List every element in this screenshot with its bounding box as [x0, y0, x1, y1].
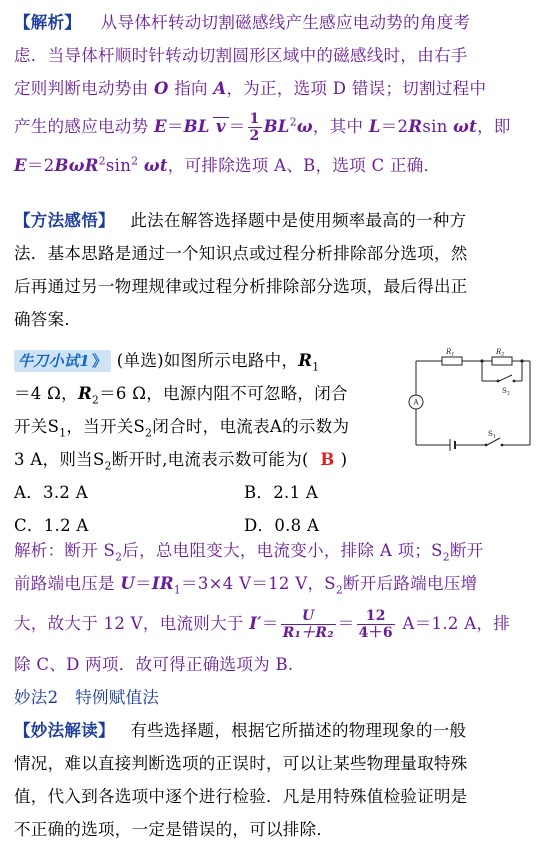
special-value-method [14, 681, 538, 846]
method2-tag: 【妙法解读】 [14, 721, 115, 740]
method2-line-3: 值，代入到各选项中逐个进行检验．凡是用特殊值检验证明是 [14, 787, 468, 806]
svg-text:R2: $R_2$ [496, 348, 505, 358]
options [14, 476, 538, 542]
svg-text:S1: $S_1$ [488, 430, 496, 440]
resistor-r2 [492, 357, 512, 365]
problem-line-3: 开关$S_1$，当开关$S_2$闭合时，电流表A的示数为 [14, 417, 350, 440]
practice-badge: 牛刀小试1 》 [14, 350, 111, 372]
analysis-tag: 【解析】 [14, 13, 82, 32]
answer-mark: B [320, 450, 335, 469]
analysis-line-4: 产生的感应电动势 E＝BL v ＝ $\frac{1}{2}$ $BL^2\omega$，其中 L＝2Rsin ωt，即 [14, 111, 511, 144]
resistor-r1 [442, 357, 462, 365]
method-line-1: 【方法感悟】 此法在解答选择题中是使用频率最高的一种方 [14, 211, 467, 230]
problem-line-1: 牛刀小试1 》 (单选)如图所示电路中，$R_1$ [14, 344, 404, 377]
circuit-diagram [402, 347, 542, 459]
method2-heading: 妙法2 特例赋值法 [14, 688, 160, 707]
method-line-3: 后再通过另一物理规律或过程分析排除部分选项，最后得出正 [14, 277, 468, 296]
solution-line-1: 解析：断开 $S_2$后，总电阻变大，电流变小，排除 A 项；$S_2$断开 [14, 541, 484, 564]
svg-text:S2: $S_2$ [502, 387, 510, 397]
method2-line-1: 【妙法解读】 有些选择题，根据它所描述的物理现象的一般 [14, 721, 467, 740]
method-line-4: 确答案． [14, 310, 82, 329]
analysis-line-5: $E=2B\omega R^2\sin^2$ ωt，可排除选项 A、B，选项 C 正确． [14, 154, 441, 175]
practice-problem [14, 344, 404, 476]
svg-text:A: A [413, 398, 419, 407]
method2-line-4: 不正确的选项，一定是错误的，可以排除． [14, 820, 334, 839]
solution-line-4: 除 C、D 两项．故可得正确选项为 B. [14, 655, 294, 674]
problem-line-2: ＝4 Ω，$R_2=6$ Ω，电源内阻不可忽略，闭合 [14, 384, 348, 407]
solution-line-3: 大，故大于 12 V，电流则大于 I′＝ $\frac{U}{\text{R₁＋R₂}}$ ＝ $\frac{12}{4+6}$ A＝1.2 A，排 [14, 608, 511, 641]
svg-text:R1: $R_1$ [446, 348, 455, 358]
analysis-line-1: 【解析】 从导体杆转动切割磁感线产生感应电动势的角度考 [14, 13, 471, 32]
analysis-section [14, 6, 538, 182]
method2-line-2: 情况，难以直接判断选项的正误时，可以让某些物理量取特殊 [14, 754, 468, 773]
method-insight-section [14, 204, 538, 336]
method-tag: 【方法感悟】 [14, 211, 115, 230]
switch-s2 [499, 375, 512, 381]
options-row-1 [14, 476, 538, 509]
problem-line-4: 3 A，则当$S_2$断开时,电流表示数可能为( B ) [14, 450, 348, 473]
option-d: D．0.8 A [244, 516, 320, 535]
solution-section [14, 534, 538, 681]
solution-line-2: 前路端电压是 $U=IR_1=3\times 4$ V＝12 V，$S_2$断开后路端电压增 [14, 574, 478, 597]
method-line-2: 法．基本思路是通过一个知识点或过程分析排除部分选项，然 [14, 244, 468, 263]
option-c: C．1.2 A [14, 516, 89, 535]
analysis-line-3: 定则判断电动势由 O 指向 A，为正，选项 D 错误；切割过程中 [14, 79, 487, 98]
option-a: A．3.2 A [14, 483, 88, 502]
option-b: B．2.1 A [244, 483, 319, 502]
analysis-line-2: 虑．当导体杆顺时针转动切割圆形区域中的磁感线时，由右手 [14, 46, 468, 65]
